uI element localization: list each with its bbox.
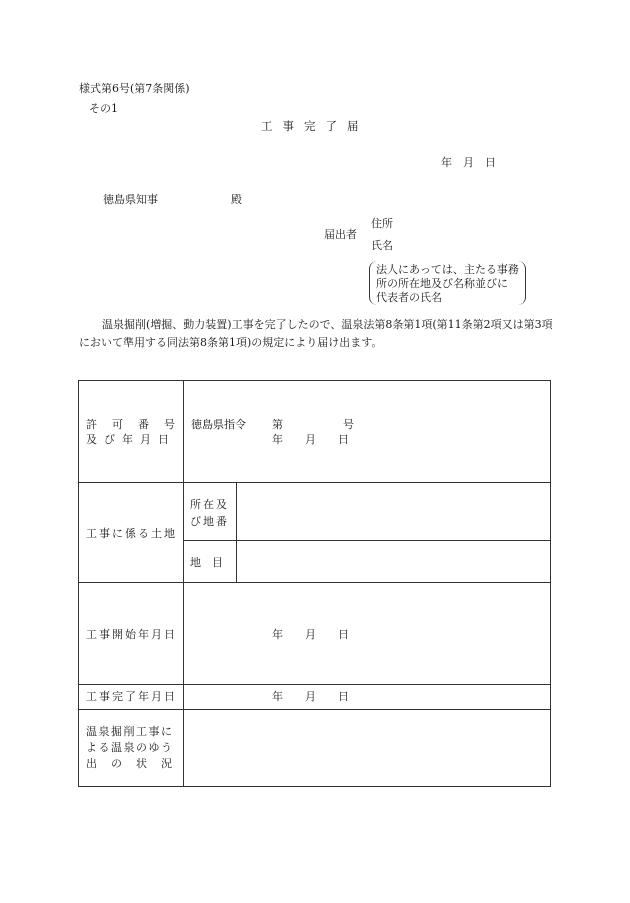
land-label: 工事に係る土地: [86, 527, 177, 540]
row-divider: [184, 540, 550, 541]
status-label: よる温泉のゆう: [86, 741, 174, 754]
addressee: 徳島県知事: [103, 193, 158, 206]
form-number: 様式第6号(第7条関係): [79, 82, 190, 95]
end-date: 年 月 日: [272, 690, 349, 703]
document-title: 工事完了届: [261, 119, 369, 133]
status-label: 温泉掘削工事に: [86, 725, 174, 738]
location-label: 所在及: [190, 498, 229, 511]
start-date-label: 工事開始年月日: [86, 628, 177, 641]
corporate-note-bracket: [369, 261, 526, 305]
column-divider: [183, 381, 184, 786]
permit-number-go: 号: [343, 418, 354, 431]
submission-date: 年 月 日: [441, 156, 496, 169]
row-divider: [79, 684, 550, 685]
column-divider: [236, 483, 237, 582]
chimoku-label: 地 目: [190, 556, 223, 569]
notification-statement: 温泉掘削(増掘、動力装置)工事を完了したので、温泉法第8条第1項(第11条第2項又は第3項において準用する同法第8条第1項)の規定により届け出ます。: [79, 318, 553, 349]
form-part: その1: [89, 102, 118, 115]
row-divider: [79, 709, 550, 710]
permit-number-dai: 第: [272, 418, 283, 431]
row-divider: [79, 482, 550, 483]
location-label: び地番: [190, 515, 229, 528]
end-date-label: 工事完了年月日: [86, 690, 177, 703]
status-label: 出 の 状 況: [86, 757, 174, 770]
notifier-label: 届出者: [324, 228, 357, 241]
corporate-note-line: 代表者の氏名: [376, 291, 442, 304]
permit-label: 許 可 番 号: [86, 418, 177, 431]
start-date: 年 月 日: [272, 628, 349, 641]
notifier-name-label: 氏名: [371, 239, 393, 252]
corporate-note-line: 所の所在地及び名称並びに: [376, 277, 508, 290]
permit-label: 及び年月日: [86, 433, 176, 446]
completion-table: [78, 380, 551, 787]
notifier-address-label: 住所: [371, 217, 393, 230]
corporate-note-line: 法人にあっては、主たる事務: [376, 263, 519, 276]
corporate-note: [376, 263, 519, 305]
permit-prefix: 徳島県指令: [191, 418, 246, 431]
row-divider: [79, 582, 550, 583]
addressee-honorific: 殿: [231, 193, 242, 206]
permit-date: 年 月 日: [272, 433, 349, 446]
